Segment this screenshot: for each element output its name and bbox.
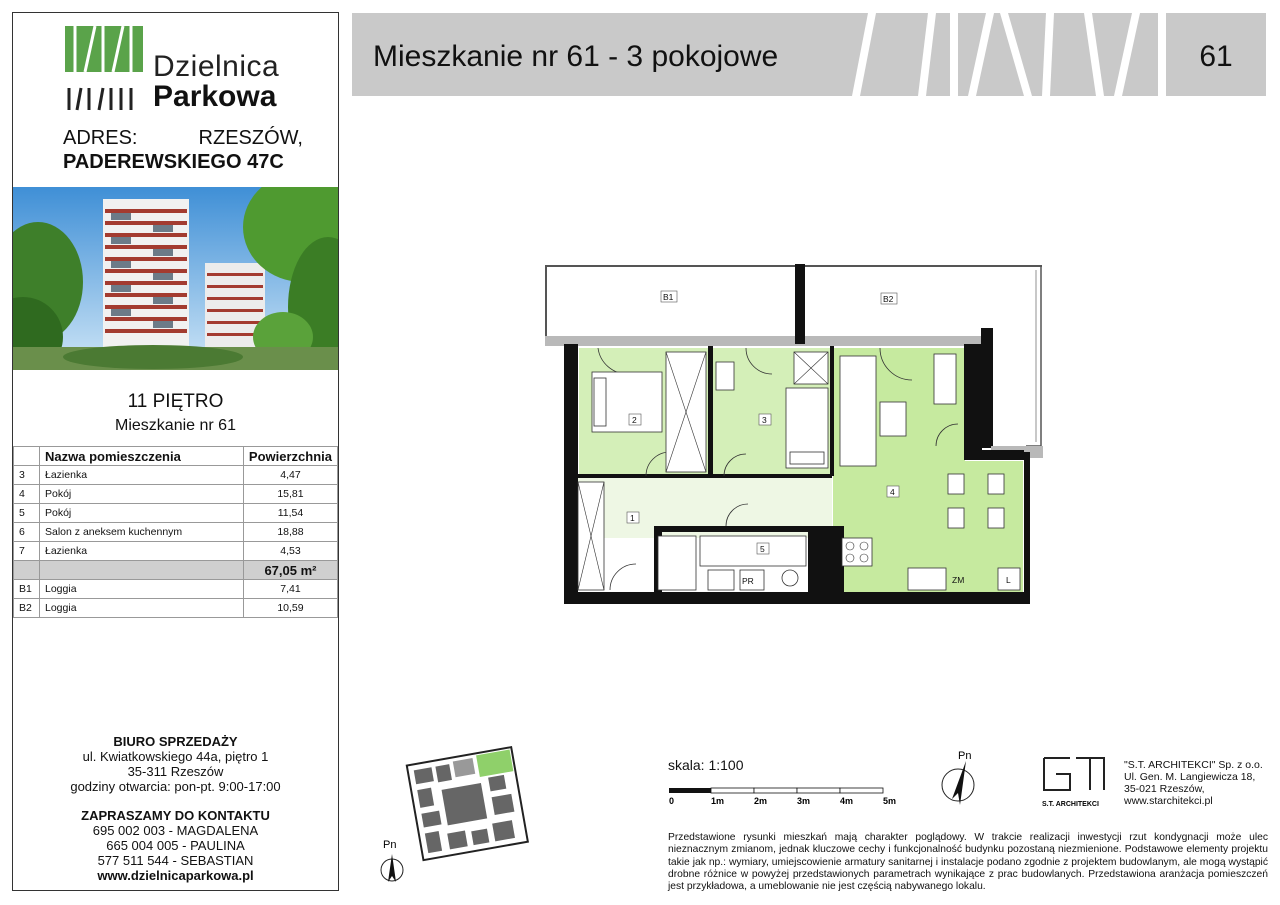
room-name: Pokój — [40, 504, 244, 523]
total-row — [14, 561, 338, 580]
room-area: 11,54 — [243, 504, 337, 523]
room-no: 6 — [14, 523, 40, 542]
contact-heading: ZAPRASZAMY DO KONTAKTU — [81, 808, 270, 823]
building-rendering — [13, 187, 338, 370]
building-key-plan — [400, 742, 530, 862]
architect-logo-caption: S.T. ARCHITEKCI — [1042, 801, 1099, 808]
scale-tick: 3m — [797, 796, 811, 806]
scale-label: skala: 1:100 — [668, 757, 744, 773]
room-name: Łazienka — [40, 466, 244, 485]
label-room-2: 2 — [632, 415, 637, 425]
logo-mark-icon — [65, 26, 145, 112]
room-name: Salon z aneksem kuchennym — [40, 523, 244, 542]
room-no: 4 — [14, 485, 40, 504]
scale-tick: 1m — [711, 796, 725, 806]
sales-street: ul. Kwiatkowskiego 44a, piętro 1 — [82, 749, 269, 764]
room-no: 3 — [14, 466, 40, 485]
total-blank — [14, 561, 40, 580]
architect-logo — [1040, 754, 1110, 812]
rooms-table — [13, 446, 338, 618]
apartment-number-box — [1166, 13, 1266, 96]
room-no: 5 — [14, 504, 40, 523]
floor-plan — [536, 256, 1048, 636]
scale-tick: 4m — [840, 796, 854, 806]
brand-name-line2: Parkowa — [153, 80, 277, 113]
table-row — [14, 599, 338, 618]
loggia-area: 10,59 — [243, 599, 337, 618]
room-area: 18,88 — [243, 523, 337, 542]
header-room-name: Nazwa pomieszczenia — [40, 447, 244, 466]
sales-city: 35-311 Rzeszów — [127, 764, 224, 779]
loggia-no: B2 — [14, 599, 40, 618]
total-blank — [40, 561, 244, 580]
scale-bar — [668, 757, 908, 806]
table-row — [14, 542, 338, 561]
page-title: Mieszkanie nr 61 - 3 pokojowe — [373, 40, 779, 73]
address — [63, 126, 303, 174]
label-room-3: 3 — [762, 415, 767, 425]
label-room-5: 5 — [760, 544, 765, 554]
compass-label: Pn — [958, 750, 972, 762]
label-pr: PR — [742, 576, 754, 586]
label-room-4: 4 — [890, 487, 895, 497]
table-header-row — [14, 447, 338, 466]
scale-tick: 5m — [883, 796, 897, 806]
address-street: PADEREWSKIEGO 47C — [63, 151, 284, 173]
architect-company: "S.T. ARCHITEKCI" Sp. z o.o. — [1124, 759, 1263, 771]
architect-street: Ul. Gen. M. Langiewicza 18, — [1124, 771, 1256, 783]
address-city: RZESZÓW, — [198, 127, 303, 149]
room-area: 4,47 — [243, 466, 337, 485]
disclaimer: Przedstawione rysunki mieszkań mają charakter poglądowy. W trakcie realizacji inwestycji rzut kondygnacji może ulec nieznacznym zmianom, jednak kluczowe cechy i funkcjonalność budynku pozostaną niezmienione. Podstawowe elementy projektu takie jak np.: wymiary, umiejscowienie armatury sanitarnej i instalacje podano zgodnie z projektem budowlanym, ale mogą wystąpić drobne różnice w powyżej przedstawionych parametrach wynikające z prac budowlanych. Przedstawiona aranżacja pomieszczeń jest przykładowa, a umeblowanie nie jest częścią nabywanego lokalu. — [668, 832, 1268, 893]
table-row — [14, 485, 338, 504]
label-l: L — [1006, 575, 1011, 585]
room-area: 15,81 — [243, 485, 337, 504]
scale-tick: 0 — [669, 796, 675, 806]
architect-info — [1124, 759, 1263, 807]
label-b2: B2 — [883, 294, 894, 304]
floor-number: 11 PIĘTRO — [127, 391, 224, 412]
room-area: 4,53 — [243, 542, 337, 561]
loggia-area: 7,41 — [243, 580, 337, 599]
decorative-stripes — [846, 13, 1158, 96]
scale-ruler — [668, 787, 908, 809]
architect-website[interactable]: www.starchitekci.pl — [1124, 795, 1213, 807]
total-area: 67,05 m² — [243, 561, 337, 580]
room-name: Łazienka — [40, 542, 244, 561]
sales-heading: BIURO SPRZEDAŻY — [113, 734, 238, 749]
header-area: Powierzchnia — [243, 447, 337, 466]
table-row — [14, 466, 338, 485]
table-row — [14, 580, 338, 599]
label-zm: ZM — [952, 575, 965, 585]
brand-name-line1: Dzielnica — [153, 50, 280, 83]
info-panel — [12, 12, 339, 891]
header-no — [14, 447, 40, 466]
scale-tick: 2m — [754, 796, 768, 806]
loggia-name: Loggia — [40, 599, 244, 618]
table-row — [14, 523, 338, 542]
label-b1: B1 — [663, 292, 674, 302]
contact-phone: 695 002 003 - MAGDALENA — [92, 823, 259, 838]
loggia-no: B1 — [14, 580, 40, 599]
brand-logo — [65, 26, 305, 112]
apartment-number: 61 — [1199, 40, 1233, 73]
room-name: Pokój — [40, 485, 244, 504]
apartment-label: Mieszkanie nr 61 — [115, 417, 236, 434]
loggia-name: Loggia — [40, 580, 244, 599]
contact-phone: 577 511 544 - SEBASTIAN — [97, 853, 254, 868]
title-bar — [352, 13, 846, 96]
room-no: 7 — [14, 542, 40, 561]
north-compass-icon — [936, 747, 984, 807]
contact-phone: 665 004 005 - PAULINA — [106, 838, 245, 853]
sales-hours: godziny otwarcia: pon-pt. 9:00-17:00 — [70, 779, 281, 794]
architect-city: 35-021 Rzeszów, — [1124, 783, 1205, 795]
sales-office — [13, 734, 338, 883]
compass-icon — [378, 838, 408, 886]
table-row — [14, 504, 338, 523]
label-room-1: 1 — [630, 513, 635, 523]
address-label: ADRES: — [63, 127, 138, 149]
compass-label-small: Pn — [383, 839, 397, 851]
website-link[interactable]: www.dzielnicaparkowa.pl — [97, 868, 254, 883]
